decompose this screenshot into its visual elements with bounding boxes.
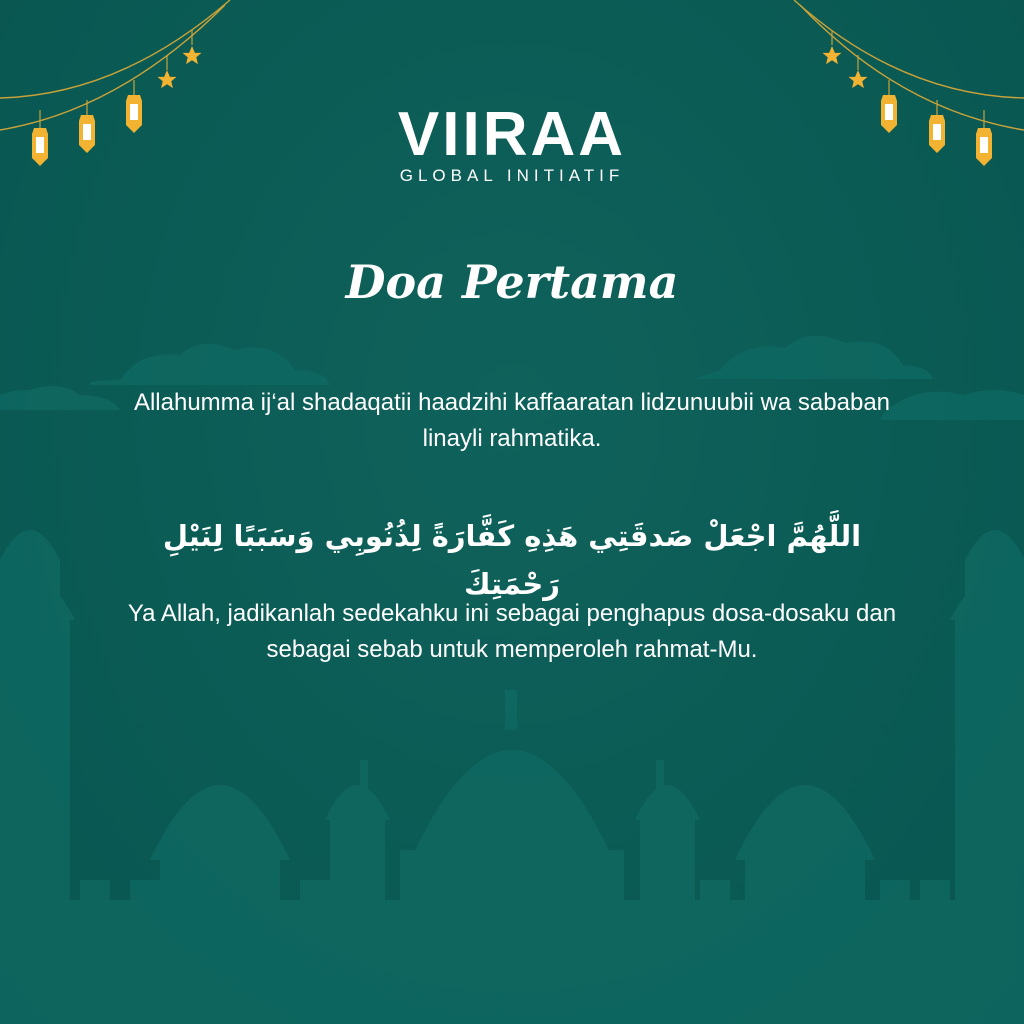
star-icon xyxy=(158,46,868,88)
prayer-arabic: اللَّهُمَّ اجْعَلْ صَدقَتِي هَذِهِ كَفَّارَةً لِذُنُوبِي وَسَبَبًا لِنَيْلِ رَحْمَتِكَ xyxy=(162,519,862,601)
brand-tagline: GLOBAL INITIATIF xyxy=(399,166,625,185)
prayer-translation: Ya Allah, jadikanlah sedekahku ini sebagai penghapus dosa-dosaku dan sebagai sebab untuk memperoleh rahmat-Mu. xyxy=(127,600,897,663)
prayer-transliteration: Allahumma ij‘al shadaqatii haadzihi kaffaaratan lidzunuubii wa sababan linayli rahmatika. xyxy=(133,389,891,452)
page-title: Doa Pertama xyxy=(345,255,679,309)
brand-name: VIIRAA xyxy=(397,100,627,169)
brand-logo xyxy=(0,100,1024,186)
